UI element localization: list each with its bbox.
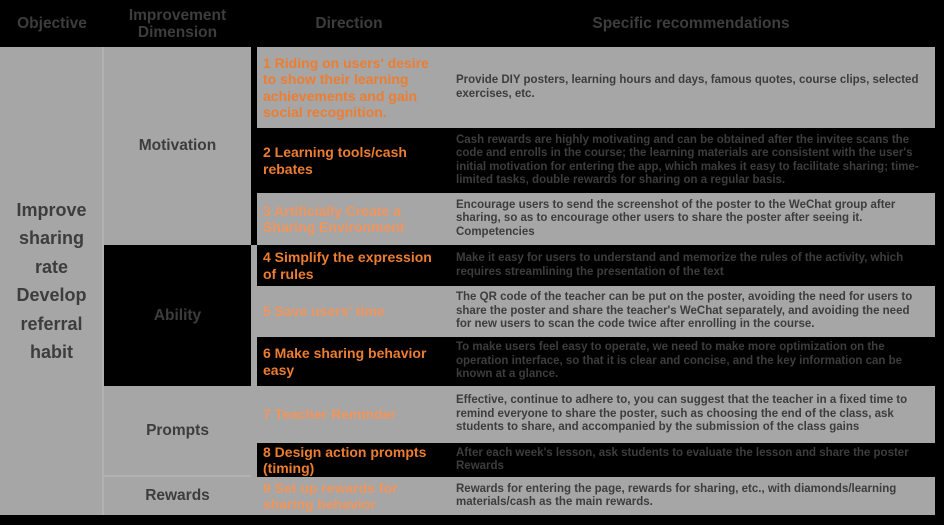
direction-cell — [257, 286, 447, 337]
recommendation-text: Cash rewards are highly motivating and can be obtained after the invitee scans the code and enrolls in the course; the learning materials are consistent with the user's initial motivation for entering the app, which makes it easy to facilitate sharing; time-limited tasks, double rewards for sharing on a regular basis. — [456, 133, 919, 186]
table-row — [257, 286, 935, 337]
table-row — [257, 193, 935, 245]
direction-label: 9 Set up rewards for sharing behavior — [263, 479, 398, 512]
header-objective: Objective — [17, 15, 87, 32]
direction-label: 4 Simplify the expression of rules — [263, 249, 432, 282]
direction-label: 5 Save users' time — [263, 303, 385, 320]
direction-cell — [257, 128, 447, 193]
dimension-cell-motivation: Motivation — [104, 47, 251, 245]
direction-cell — [257, 47, 447, 128]
table-right-border — [935, 0, 944, 525]
header-direction: Direction — [315, 15, 383, 32]
objective-line: sharing — [18, 228, 84, 248]
table-row — [257, 128, 935, 193]
direction-cell — [257, 386, 447, 443]
objective-line: Improve — [16, 199, 87, 220]
table-row — [257, 47, 935, 128]
table-bottom-border — [0, 515, 944, 525]
direction-cell — [257, 193, 447, 245]
recommendation-text: The QR code of the teacher can be put on the poster, avoiding the need for users to share the poster and share the teacher's WeChat separately, and avoiding the need for new users to scan the code twice after enrolling in the course. — [456, 291, 913, 331]
recommendation-text: To make users feel easy to operate, we need to make more optimization on the operation interface, so that it is clear and concise, and the key information can be known at a glance. — [456, 341, 903, 381]
recommendation-text: Provide DIY posters, learning hours and days, famous quotes, course clips, selected exercises, etc. — [456, 74, 919, 100]
recommendation-text: Encourage users to send the screenshot of the poster to the WeChat group after sharing, so as to encourage other users to share the poster after seeing it. Competencies — [456, 198, 896, 238]
objective-line: rate — [34, 256, 69, 277]
recommendation-cell — [447, 386, 935, 443]
objective-cell — [0, 47, 103, 515]
header-specific-recommendations: Specific recommendations — [592, 15, 790, 32]
header-improvement-dimension: Improvement Dimension — [128, 6, 227, 41]
objective-line: Develop — [16, 285, 87, 305]
direction-label: 6 Make sharing behavior easy — [263, 345, 427, 378]
direction-label: 7 Teacher Reminder — [263, 406, 396, 423]
recommendation-cell — [447, 477, 935, 515]
recommendation-text: Effective, continue to adhere to, you can suggest that the teacher in a fixed time to remind everyone to share the poster, such as choosing the end of the class, ask students to share, and accompanied by the submission of the class gains — [456, 394, 908, 434]
objective-line: habit — [30, 342, 73, 362]
objective-line: referral — [20, 313, 83, 334]
recommendation-text: After each week's lesson, ask students to evaluate the lesson and share the poster Rewards — [456, 446, 909, 472]
table-header-row — [0, 0, 944, 47]
recommendation-cell — [447, 245, 935, 286]
direction-label: 2 Learning tools/cash rebates — [263, 144, 407, 177]
table-row — [257, 386, 935, 443]
recommendation-text: Make it easy for users to understand and memorize the rules of the activity, which requires streamlining the presentation of the text — [456, 252, 904, 278]
direction-label: 1 Riding on users' desire to show their learning achievements and gain social recognition. — [263, 54, 429, 120]
recommendation-cell — [447, 286, 935, 337]
table-row — [257, 337, 935, 386]
direction-label: 3 Artificially Create a Sharing Environment — [263, 202, 405, 235]
direction-cell — [257, 245, 447, 286]
direction-cell — [257, 443, 447, 477]
recommendation-text: Rewards for entering the page, rewards for sharing, etc., with diamonds/learning materials/cash as the main rewards. — [456, 482, 897, 508]
recommendation-cell — [447, 337, 935, 386]
recommendation-cell — [447, 193, 935, 245]
recommendation-cell — [447, 443, 935, 477]
direction-label: 8 Design action prompts (timing) — [263, 443, 427, 476]
recommendation-cell — [447, 128, 935, 193]
dimension-cell-rewards: Rewards — [104, 477, 251, 515]
table-row — [257, 443, 935, 477]
direction-cell — [257, 337, 447, 386]
direction-cell — [257, 477, 447, 515]
dimension-cell-ability: Ability — [104, 245, 251, 386]
table-row — [257, 245, 935, 286]
table-body — [257, 47, 935, 515]
table-row — [257, 477, 935, 515]
recommendation-cell — [447, 47, 935, 128]
dimension-cell-prompts: Prompts — [104, 386, 251, 475]
